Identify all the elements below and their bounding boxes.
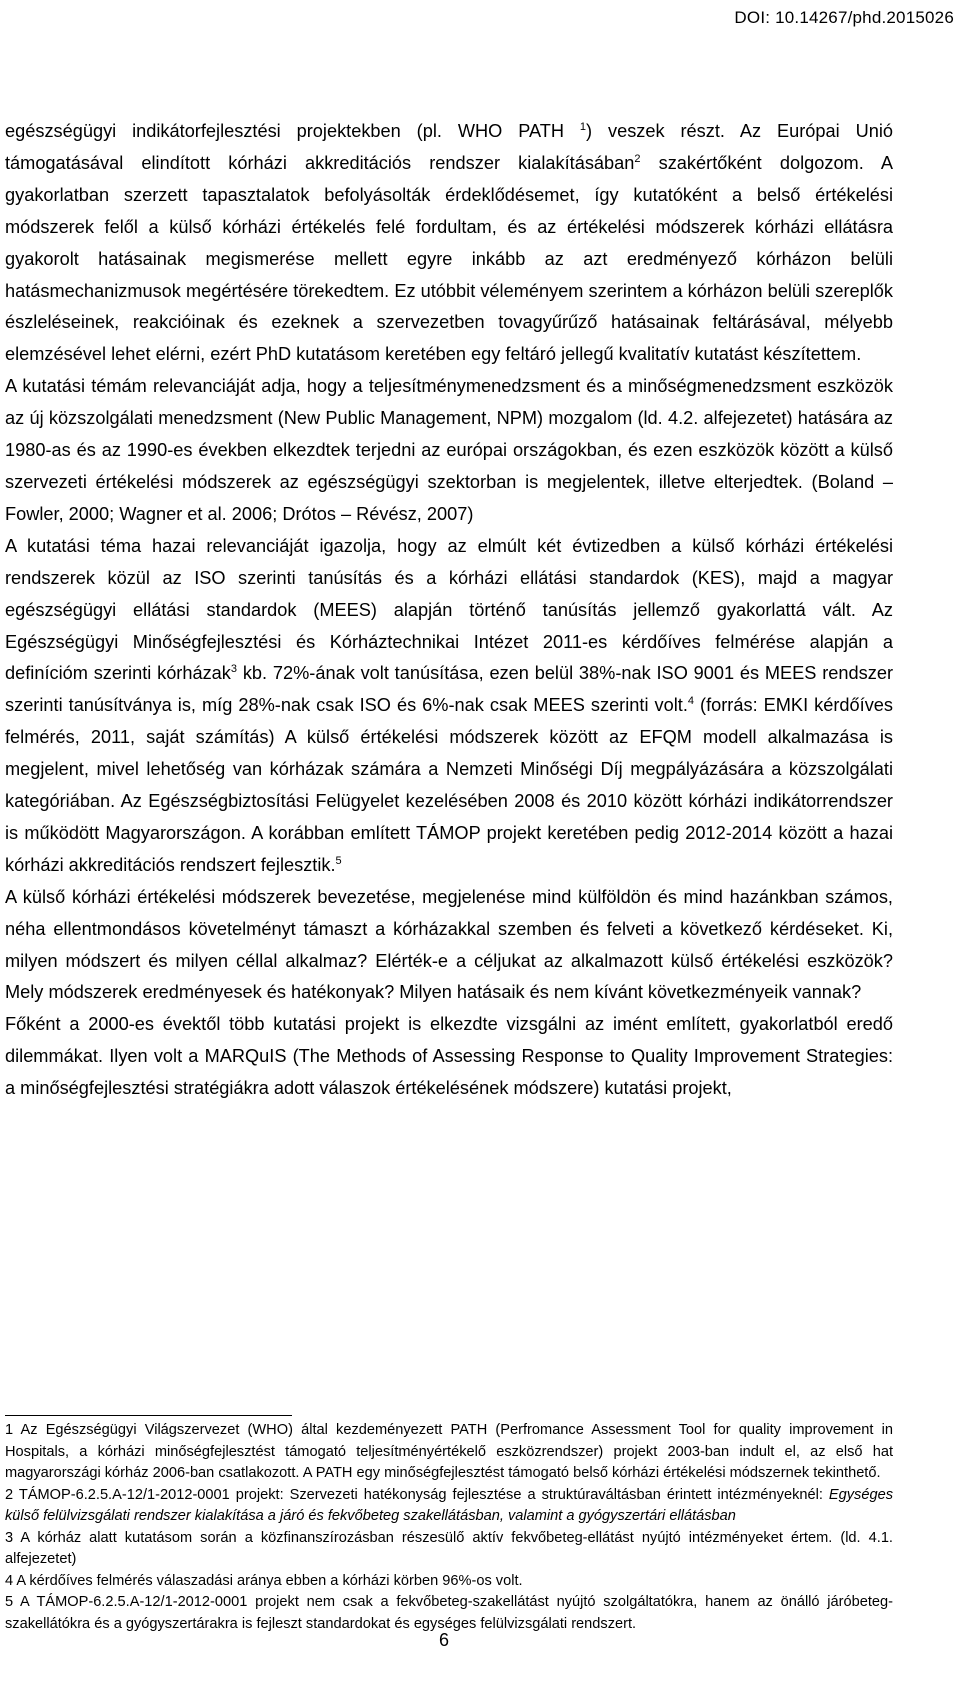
paragraph-text: (forrás: EMKI kérdőíves felmérés, 2011, saját számítás) A külső értékelési módszerek között az EFQM modell alkalmazása is megjelent, mivel lehetőség van kórházak számára a Nemzeti Minőségi Díj megpályázására a közszolgálati kategóriában. Az Egészségbiztosítási Felügyelet kezelésében 2008 és 2010 között kórházi indikátorrendszer is működött Magyarországon. A korábban említett TÁMOP projekt keretében pedig 2012-2014 között a hazai kórházi akkreditációs rendszert fejlesztik.	[5, 695, 894, 875]
paragraph-text: szakértőként dolgozom. A gyakorlatban szerzett tapasztalatok befolyásolták érdeklődésemet, így kutatóként a belső értékelési módszerek felől a külső kórházi értékelés felé fordultam, és az értékelési módszerek kórházi ellátásra gyakorolt hatásainak megismerése mellett egyre inkább az azt eredményező kórházon belüli hatásmechanizmusok megértésére törekedtem. Ez utóbbit véleményem szerintem a kórházon belüli szereplők észleléseinek, reakcióinak és ezeknek a szervezetben tovagyűrűző hatásainak feltárásával, mélyebb elemzésével lehet elérni, ezért PhD kutatásom keretében egy feltáró jellegű kvalitatív kutatást készítettem.	[5, 152, 893, 365]
footnote-separator	[5, 1415, 292, 1416]
footnote-ref-1[interactable]: 1	[579, 121, 587, 133]
paragraph-1	[5, 116, 893, 371]
paragraph-text: kb. 72%-ának volt tanúsítása, ezen belül 38%-nak ISO 9001 és MEES rendszer szerinti tanúsítványa is, míg 28%-nak csak ISO és 6%-nak csak MEES szerinti volt.	[5, 663, 894, 716]
footnote-ref-4[interactable]: 4	[687, 695, 694, 708]
footnote-ref-2[interactable]: 2	[634, 152, 641, 165]
paragraph-text: egészségügyi indikátorfejlesztési projektekben (pl. WHO PATH	[5, 121, 580, 141]
footnote-3: 3 A kórház alatt kutatásom során a közfinanszírozásban részesülő aktív fekvőbeteg-ellátást nyújtó intézményeket értem. (ld. 4.1. alfejezetet)	[5, 1529, 893, 1567]
footnote-4: 4 A kérdőíves felmérés válaszadási aránya ebben a kórházi körben 96%-os volt.	[5, 1572, 523, 1589]
footnote-ref-5[interactable]: 5	[335, 854, 342, 867]
footnote-1: 1 Az Egészségügyi Világszervezet (WHO) által kezdeményezett PATH (Perfromance Assessment Tool for quality improvement in Hospitals, a kórházi minőségfejlesztést támogató teljesítményértékelő eszközrendszer) projekt 2003-ban indult el, az első hat magyarországi kórház 2006-ban csatlakozott. A PATH egy minőségfejlesztést támogató belső kórházi értékelési módszernek tekinthető.	[5, 1422, 893, 1481]
doi-header: DOI: 10.14267/phd.2015026	[734, 8, 954, 27]
paragraph-4: A külső kórházi értékelési módszerek bevezetése, megjelenése mind külföldön és mind hazánkban számos, néha ellentmondásos követelményt támaszt a kórházakkal szemben és felveti a következő kérdéseket. Ki, milyen módszert és milyen céllal alkalmaz? Elérték-e a céljukat az alkalmazott külső értékelési eszközök? Mely módszerek eredményesek és hatékonyak? Milyen hatásaik és nem kívánt következményeik vannak?	[5, 886, 893, 1003]
footnote-5: 5 A TÁMOP-6.2.5.A-12/1-2012-0001 projekt nem csak a fekvőbeteg-szakellátást nyújtó szolgáltatókra, hanem az önálló járóbeteg-szakellátókra és a gyógyszertárakra is fejleszt standardokat és egységes felülvizsgálati rendszert.	[5, 1594, 893, 1632]
footnote-text: 2 TÁMOP-6.2.5.A-12/1-2012-0001 projekt: Szervezeti hatékonyság fejlesztése a struktúraváltásban érintett intézményeknél:	[5, 1486, 829, 1503]
paragraph-text: ) veszek részt. Az Európai Unió támogatásával elindított kórházi akkreditációs rendszer kialakításában	[5, 121, 893, 173]
footnote-2	[5, 1485, 893, 1528]
body-text	[5, 116, 893, 1105]
footnote-ref-3[interactable]: 3	[230, 663, 238, 676]
page-number: 6	[438, 1630, 449, 1650]
footnote-italic-text: Egységes külső felülvizsgálati rendszer kialakítása a járó és fekvőbeteg szakellátásban, valamint a gyógyszertári ellátásban	[5, 1486, 893, 1524]
paragraph-2: A kutatási témám relevanciáját adja, hogy a teljesítménymenedzsment és a minőségmenedzsment eszközök az új közszolgálati menedzsment (New Public Management, NPM) mozgalom (ld. 4.2. alfejezetet) hatására az 1980-as és az 1990-es években elkezdtek terjedni az európai országokban, és ezen eszközök között a külső szervezeti értékelési módszerek az egészségügyi szektorban is megjelentek, illetve elterjedtek. (Boland – Fowler, 2000; Wagner et al. 2006; Drótos – Révész, 2007)	[5, 376, 893, 524]
paragraph-text: A kutatási téma hazai relevanciáját igazolja, hogy az elmúlt két évtizedben a külső kórházi értékelési rendszerek közül az ISO szerinti tanúsítás és a kórházi ellátási standardok (KES), majd a magyar egészségügyi ellátási standardok (MEES) alapján történő tanúsítás jellemző gyakorlattá vált. Az Egészségügyi Minőségfejlesztési és Kórháztechnikai Intézet 2011-es kérdőíves felmérése alapján a definícióm szerinti kórházak	[5, 535, 893, 684]
paragraph-5: Főként a 2000-es évektől több kutatási projekt is elkezdte vizsgálni az imént említett, gyakorlatból eredő dilemmákat. Ilyen volt a MARQuIS (The Methods of Assessing Response to Quality Improvement Strategies: a minőségfejlesztési stratégiákra adott válaszok értékelésének módszere) kutatási projekt,	[5, 1014, 893, 1099]
footnotes	[5, 1420, 893, 1635]
paragraph-3	[5, 531, 893, 882]
